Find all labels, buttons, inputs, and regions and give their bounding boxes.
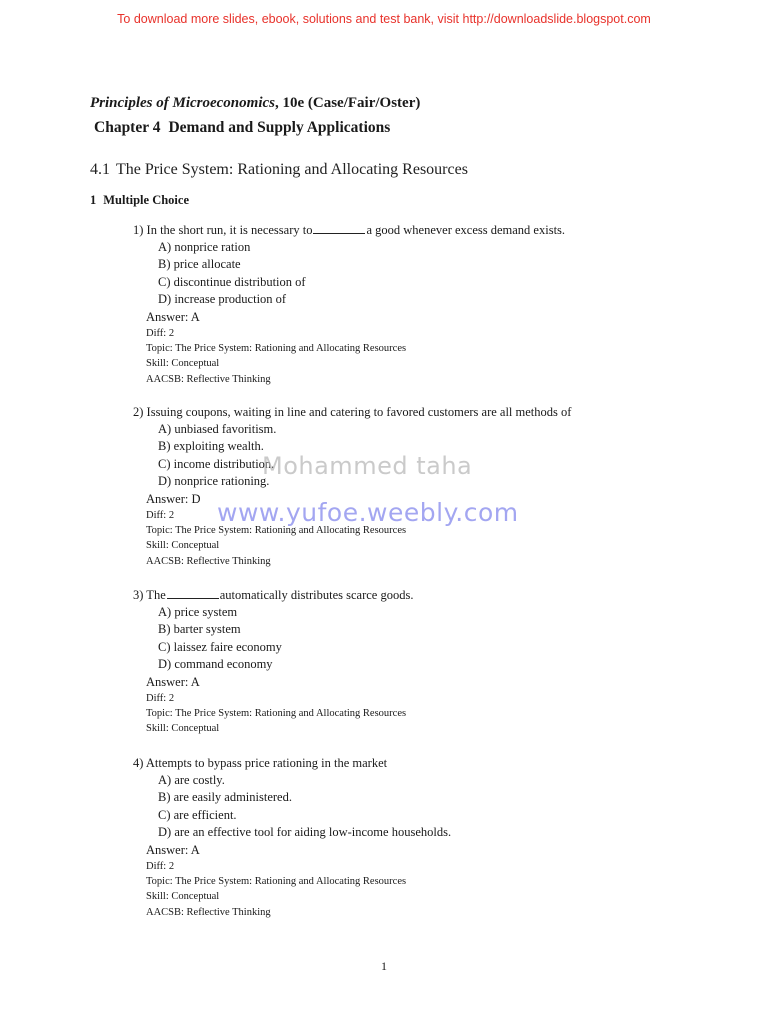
section-heading bbox=[90, 161, 468, 179]
option-c: C) laissez faire economy bbox=[158, 639, 282, 654]
skill-line: Skill: Conceptual bbox=[146, 358, 220, 370]
skill-line: Skill: Conceptual bbox=[146, 723, 220, 735]
download-banner[interactable]: To download more slides, ebook, solutions and test bank, visit http://downloadslide.blogspot.com bbox=[117, 12, 651, 26]
answer-line: Answer: D bbox=[146, 491, 201, 506]
watermark-site: www.yufoe.weebly.com bbox=[217, 498, 519, 527]
option-c: C) are efficient. bbox=[158, 807, 237, 822]
answer-line: Answer: A bbox=[146, 842, 200, 857]
watermark-name: Mohammed taha bbox=[262, 452, 473, 480]
question-3 bbox=[133, 587, 693, 737]
subsection-heading bbox=[90, 193, 189, 208]
page-number: 1 bbox=[381, 959, 387, 973]
option-a: A) nonprice ration bbox=[158, 240, 251, 254]
aacsb-line: AACSB: Reflective Thinking bbox=[146, 906, 271, 918]
section-number: 4.1 bbox=[90, 161, 110, 178]
section-title: The Price System: Rationing and Allocating Resources bbox=[116, 161, 468, 178]
option-a: A) price system bbox=[158, 605, 238, 619]
question-2 bbox=[133, 404, 693, 569]
skill-line: Skill: Conceptual bbox=[146, 540, 220, 552]
chapter-heading bbox=[94, 119, 390, 137]
aacsb-line: AACSB: Reflective Thinking bbox=[146, 555, 271, 567]
answer-blank bbox=[167, 587, 219, 599]
aacsb-line: AACSB: Reflective Thinking bbox=[146, 373, 271, 385]
difficulty-line: Diff: 2 bbox=[146, 692, 175, 704]
option-d: D) increase production of bbox=[158, 292, 287, 307]
difficulty-line: Diff: 2 bbox=[146, 860, 175, 872]
option-b: B) are easily administered. bbox=[158, 790, 292, 805]
question-4 bbox=[133, 755, 693, 920]
option-c: C) income distribution. bbox=[158, 456, 275, 471]
chapter-title: Demand and Supply Applications bbox=[168, 119, 391, 136]
option-d: D) nonprice rationing. bbox=[158, 474, 270, 489]
question-stem: 4) Attempts to bypass price rationing in the market bbox=[133, 756, 388, 770]
option-d: D) are an effective tool for aiding low-income households. bbox=[158, 825, 452, 840]
book-title bbox=[90, 95, 420, 112]
answer-blank bbox=[313, 222, 365, 234]
option-a: A) are costly. bbox=[158, 773, 225, 787]
difficulty-line: Diff: 2 bbox=[146, 509, 175, 521]
topic-line: Topic: The Price System: Rationing and Allocating Resources bbox=[146, 707, 407, 719]
question-stem: 2) Issuing coupons, waiting in line and catering to favored customers are all methods of bbox=[133, 405, 572, 419]
option-c: C) discontinue distribution of bbox=[158, 274, 306, 289]
option-b: B) price allocate bbox=[158, 257, 241, 272]
topic-line: Topic: The Price System: Rationing and Allocating Resources bbox=[146, 524, 407, 536]
option-a: A) unbiased favoritism. bbox=[158, 422, 277, 436]
option-d: D) command economy bbox=[158, 657, 273, 672]
book-title-italic: Principles of Microeconomics bbox=[90, 95, 275, 111]
book-edition: , 10e (Case/Fair/Oster) bbox=[274, 95, 421, 111]
subsection-title: Multiple Choice bbox=[103, 193, 190, 207]
answer-line: Answer: A bbox=[146, 309, 200, 324]
difficulty-line: Diff: 2 bbox=[146, 327, 175, 339]
topic-line: Topic: The Price System: Rationing and Allocating Resources bbox=[146, 342, 407, 354]
subsection-number: 1 bbox=[90, 193, 97, 207]
question-1 bbox=[133, 222, 693, 387]
topic-line: Topic: The Price System: Rationing and Allocating Resources bbox=[146, 875, 407, 887]
chapter-number: Chapter 4 bbox=[94, 119, 161, 136]
option-b: B) exploiting wealth. bbox=[158, 439, 264, 454]
skill-line: Skill: Conceptual bbox=[146, 891, 220, 903]
question-stem: 1) In the short run, it is necessary to a good whenever excess demand exists. bbox=[133, 223, 566, 237]
answer-line: Answer: A bbox=[146, 674, 200, 689]
question-stem: 3) The automatically distributes scarce goods. bbox=[133, 588, 414, 602]
option-b: B) barter system bbox=[158, 622, 241, 637]
